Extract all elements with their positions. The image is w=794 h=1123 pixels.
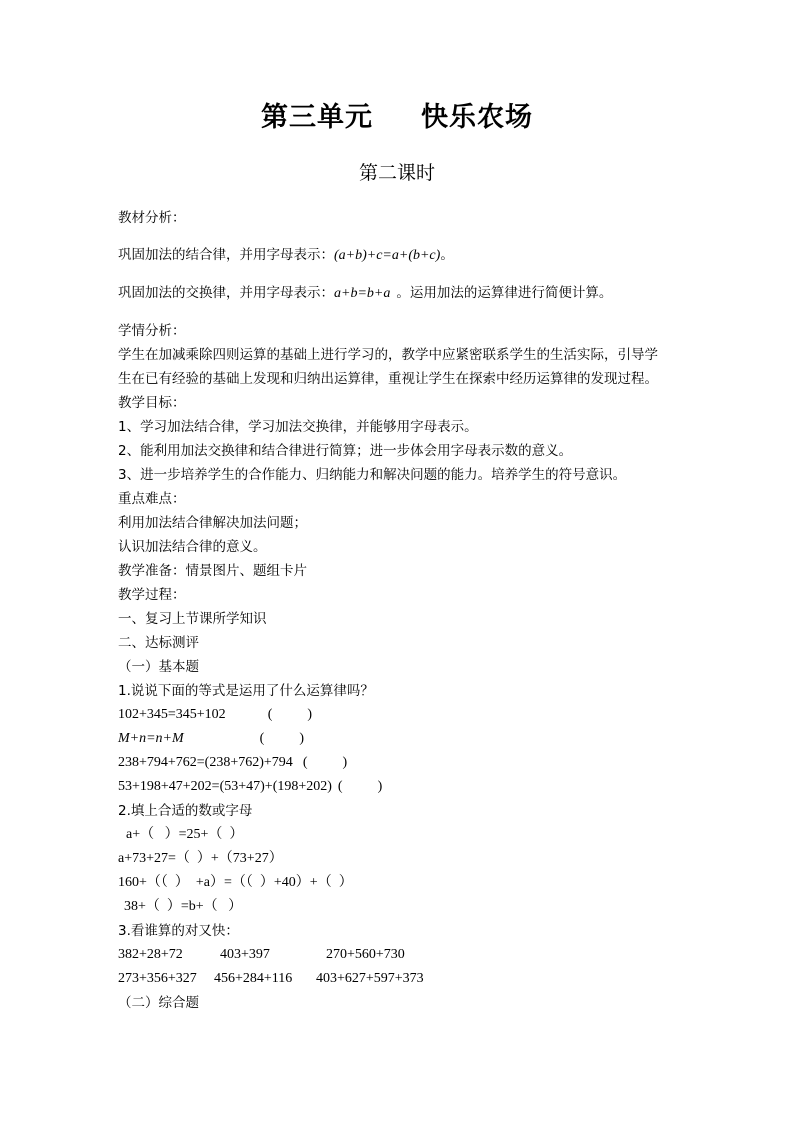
q2-item-3: 160+（（ ） +a）=（（ ）+40）+（ ） (118, 875, 353, 890)
goals-heading: 教学目标： (118, 395, 186, 411)
q3-expr: 403+397 (220, 947, 270, 962)
unit-number: 第三单元 (261, 102, 373, 133)
associative-formula: (a+b)+c=a+(b+c) (334, 248, 441, 263)
q2-item-2: a+73+27=（ ）+（73+27） (118, 851, 283, 866)
q1-item-2: M+n=n+M ( ) (118, 731, 304, 746)
q3-expr: 273+356+327 (118, 971, 197, 986)
learner-line-2: 生在已有经验的基础上发现和归纳出运算律，重视让学生在探索中经历运算律的发现过程。 (118, 371, 658, 387)
q1-item-1: 102+345=345+102 ( ) (118, 707, 313, 722)
basic-section-heading: （一）基本题 (118, 659, 199, 675)
answer-blank: ( ) (337, 779, 383, 794)
answer-blank: ( ) (267, 707, 313, 722)
q2-item-4: 38+（ ）=b+（ ） (124, 899, 243, 914)
q3-expr: 270+560+730 (326, 947, 405, 962)
analysis-paragraph-1: 巩固加法的结合律，并用字母表示：(a+b)+c=a+(b+c)。 (118, 247, 454, 263)
answer-blank: ( ) (259, 731, 304, 746)
q3-row-2 (118, 969, 424, 989)
answer-blank: ( ) (302, 755, 348, 770)
key-point-1: 利用加法结合律解决加法问题； (118, 515, 307, 531)
q3-expr: 382+28+72 (118, 947, 183, 962)
q3-row-1 (118, 945, 405, 965)
goal-2: 2、能利用加法交换律和结合律进行简算；进一步体会用字母表示数的意义。 (118, 443, 573, 459)
process-step-2: 二、达标测评 (118, 635, 199, 651)
preparation: 教学准备：情景图片、题组卡片 (118, 563, 307, 579)
process-heading: 教学过程： (118, 587, 186, 603)
q3-expr: 456+284+116 (214, 971, 293, 986)
key-point-2: 认识加法结合律的意义。 (118, 539, 267, 555)
q1-item-4: 53+198+47+202=(53+47)+(198+202) ( ) (118, 779, 383, 794)
comprehensive-section-heading: （二）综合题 (118, 995, 199, 1011)
q2-item-1: a+（ ）=25+（ ） (126, 827, 244, 842)
analysis-paragraph-2: 巩固加法的交换律，并用字母表示：a+b=b+a 。运用加法的运算律进行简便计算。 (118, 285, 613, 301)
q1-item-3: 238+794+762=(238+762)+794 ( ) (118, 755, 348, 770)
question-3: 3.看谁算的对又快： (118, 923, 239, 939)
commutative-formula: a+b=b+a (334, 286, 391, 301)
unit-name: 快乐农场 (421, 102, 533, 133)
process-step-1: 一、复习上节课所学知识 (118, 611, 267, 627)
goal-3: 3、进一步培养学生的合作能力、归纳能力和解决问题的能力。培养学生的符号意识。 (118, 467, 627, 483)
question-2: 2.填上合适的数或字母 (118, 803, 253, 819)
unit-title (0, 98, 794, 138)
key-heading: 重点难点： (118, 491, 186, 507)
goal-1: 1、学习加法结合律，学习加法交换律，并能够用字母表示。 (118, 419, 478, 435)
learner-line-1: 学生在加减乘除四则运算的基础上进行学习的，教学中应紧密联系学生的生活实际，引导学 (118, 347, 658, 363)
q3-expr: 403+627+597+373 (316, 971, 424, 986)
lesson-title: 第二课时 (358, 162, 435, 184)
question-1: 1.说说下面的等式是运用了什么运算律吗？ (118, 683, 374, 699)
learner-heading: 学情分析： (118, 323, 186, 339)
analysis-heading: 教材分析： (118, 210, 186, 226)
